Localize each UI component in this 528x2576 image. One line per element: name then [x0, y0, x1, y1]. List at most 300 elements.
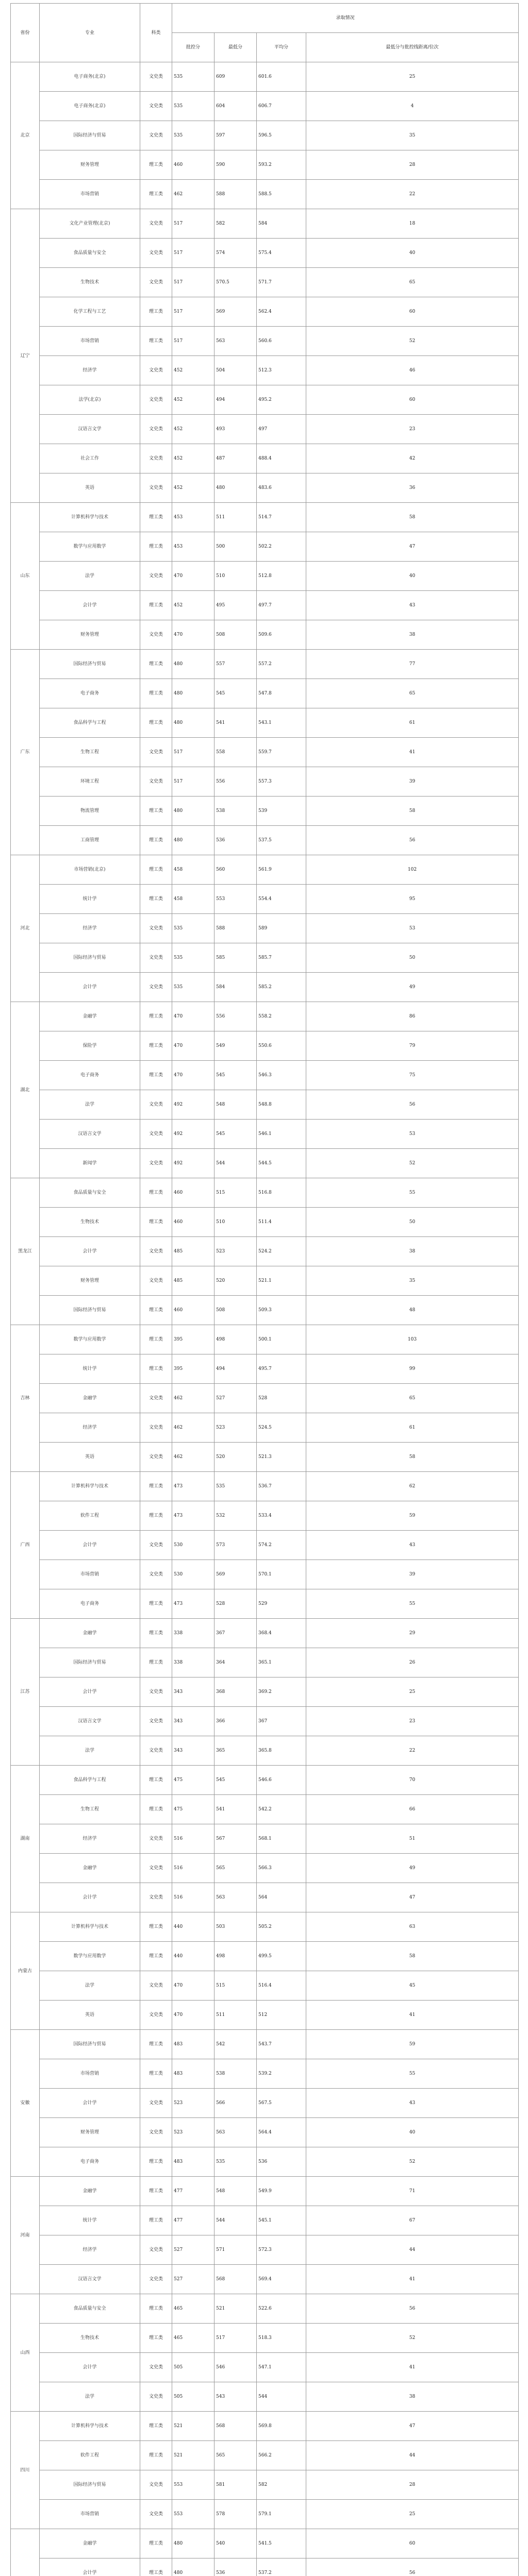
control-line-cell: 477	[172, 2177, 214, 2206]
min-score-cell: 609	[214, 62, 257, 92]
table-row	[11, 2412, 519, 2441]
category-cell: 文史类	[140, 1120, 172, 1149]
category-cell: 文史类	[140, 2382, 172, 2412]
category-cell: 理工类	[140, 1296, 172, 1325]
table-row	[11, 1677, 519, 1707]
min-score-cell: 553	[214, 885, 257, 914]
min-score-cell: 521	[214, 2294, 257, 2324]
avg-score-cell: 606.7	[257, 92, 306, 121]
category-cell: 理工类	[140, 1912, 172, 1942]
rank-cell: 40	[306, 2118, 519, 2147]
min-score-cell: 543	[214, 2382, 257, 2412]
major-cell: 市场营销	[40, 327, 140, 356]
major-cell: 文化产业管理(北京)	[40, 209, 140, 239]
category-cell: 理工类	[140, 180, 172, 209]
control-line-cell: 475	[172, 1766, 214, 1795]
table-row	[11, 1325, 519, 1354]
table-row	[11, 1619, 519, 1648]
avg-score-cell: 568.1	[257, 1824, 306, 1854]
table-row	[11, 1883, 519, 1912]
control-line-cell: 460	[172, 1208, 214, 1237]
control-line-cell: 462	[172, 1413, 214, 1443]
rank-cell: 35	[306, 121, 519, 150]
control-line-cell: 521	[172, 2441, 214, 2470]
avg-score-cell: 529	[257, 1589, 306, 1619]
table-row	[11, 1707, 519, 1736]
min-score-cell: 574	[214, 239, 257, 268]
min-score-cell: 515	[214, 1178, 257, 1208]
control-line-cell: 535	[172, 62, 214, 92]
major-cell: 国际经济与贸易	[40, 2030, 140, 2059]
category-cell: 文史类	[140, 1443, 172, 1472]
major-cell: 会计学	[40, 1883, 140, 1912]
table-row	[11, 1178, 519, 1208]
category-cell: 理工类	[140, 708, 172, 738]
major-cell: 数学与应用数学	[40, 532, 140, 562]
table-row	[11, 2206, 519, 2235]
min-score-cell: 536	[214, 826, 257, 855]
table-row	[11, 2441, 519, 2470]
major-cell: 金融学	[40, 1854, 140, 1883]
major-cell: 英语	[40, 1443, 140, 1472]
avg-score-cell: 547.1	[257, 2353, 306, 2382]
avg-score-cell: 495.7	[257, 1354, 306, 1384]
category-cell: 文史类	[140, 1971, 172, 2001]
header-min-score: 最低分	[214, 33, 257, 62]
province-cell: 河南	[11, 2177, 40, 2294]
rank-cell: 47	[306, 532, 519, 562]
min-score-cell: 558	[214, 738, 257, 767]
min-score-cell: 604	[214, 92, 257, 121]
table-row	[11, 62, 519, 92]
avg-score-cell: 543.7	[257, 2030, 306, 2059]
table-row	[11, 1795, 519, 1824]
control-line-cell: 462	[172, 1384, 214, 1413]
category-cell: 理工类	[140, 1619, 172, 1648]
rank-cell: 63	[306, 1912, 519, 1942]
min-score-cell: 487	[214, 444, 257, 473]
major-cell: 生物工程	[40, 738, 140, 767]
major-cell: 数学与应用数学	[40, 1942, 140, 1971]
avg-score-cell: 502.2	[257, 532, 306, 562]
min-score-cell: 548	[214, 1090, 257, 1120]
rank-cell: 65	[306, 1384, 519, 1413]
min-score-cell: 568	[214, 2265, 257, 2294]
avg-score-cell: 545.1	[257, 2206, 306, 2235]
rank-cell: 103	[306, 1325, 519, 1354]
min-score-cell: 545	[214, 1061, 257, 1090]
avg-score-cell: 557.2	[257, 650, 306, 679]
table-row	[11, 327, 519, 356]
major-cell: 国际经济与贸易	[40, 943, 140, 973]
min-score-cell: 540	[214, 2529, 257, 2558]
rank-cell: 43	[306, 2089, 519, 2118]
rank-cell: 58	[306, 1942, 519, 1971]
category-cell: 文史类	[140, 2500, 172, 2529]
category-cell: 文史类	[140, 562, 172, 591]
rank-cell: 56	[306, 2558, 519, 2576]
rank-cell: 38	[306, 620, 519, 650]
category-cell: 文史类	[140, 209, 172, 239]
province-cell: 江苏	[11, 1619, 40, 1766]
avg-score-cell: 539	[257, 796, 306, 826]
control-line-cell: 343	[172, 1707, 214, 1736]
rank-cell: 4	[306, 92, 519, 121]
category-cell: 文史类	[140, 1824, 172, 1854]
control-line-cell: 505	[172, 2353, 214, 2382]
control-line-cell: 483	[172, 2030, 214, 2059]
category-cell: 文史类	[140, 239, 172, 268]
min-score-cell: 510	[214, 562, 257, 591]
category-cell: 文史类	[140, 415, 172, 444]
table-row	[11, 209, 519, 239]
min-score-cell: 582	[214, 209, 257, 239]
control-line-cell: 516	[172, 1854, 214, 1883]
province-cell: 内蒙古	[11, 1912, 40, 2030]
rank-cell: 65	[306, 268, 519, 297]
header-major: 专业	[40, 4, 140, 62]
category-cell: 理工类	[140, 679, 172, 708]
header-avg-score: 平均分	[257, 33, 306, 62]
major-cell: 国际经济与贸易	[40, 2470, 140, 2500]
category-cell: 文史类	[140, 1736, 172, 1766]
control-line-cell: 470	[172, 1031, 214, 1061]
min-score-cell: 520	[214, 1266, 257, 1296]
avg-score-cell: 546.3	[257, 1061, 306, 1090]
major-cell: 计算机科学与技术	[40, 1912, 140, 1942]
control-line-cell: 517	[172, 327, 214, 356]
avg-score-cell: 516.4	[257, 1971, 306, 2001]
category-cell: 理工类	[140, 2441, 172, 2470]
major-cell: 经济学	[40, 914, 140, 943]
table-row	[11, 562, 519, 591]
min-score-cell: 494	[214, 1354, 257, 1384]
major-cell: 市场营销(北京)	[40, 855, 140, 885]
major-cell: 国际经济与贸易	[40, 650, 140, 679]
table-row	[11, 2089, 519, 2118]
table-row	[11, 855, 519, 885]
category-cell: 文史类	[140, 1266, 172, 1296]
avg-score-cell: 548.8	[257, 1090, 306, 1120]
control-line-cell: 517	[172, 297, 214, 327]
min-score-cell: 597	[214, 121, 257, 150]
table-row	[11, 239, 519, 268]
province-cell: 河北	[11, 855, 40, 1002]
header-province: 省份	[11, 4, 40, 62]
table-row	[11, 1120, 519, 1149]
category-cell: 文史类	[140, 121, 172, 150]
rank-cell: 26	[306, 1648, 519, 1677]
table-row	[11, 2177, 519, 2206]
control-line-cell: 517	[172, 767, 214, 796]
avg-score-cell: 509.6	[257, 620, 306, 650]
category-cell: 理工类	[140, 650, 172, 679]
category-cell: 文史类	[140, 1413, 172, 1443]
table-row	[11, 796, 519, 826]
control-line-cell: 473	[172, 1501, 214, 1531]
avg-score-cell: 509.3	[257, 1296, 306, 1325]
table-row	[11, 2382, 519, 2412]
major-cell: 生物技术	[40, 1208, 140, 1237]
category-cell: 理工类	[140, 1208, 172, 1237]
table-row	[11, 1266, 519, 1296]
min-score-cell: 498	[214, 1325, 257, 1354]
table-row	[11, 1531, 519, 1560]
major-cell: 生物技术	[40, 268, 140, 297]
major-cell: 统计学	[40, 1354, 140, 1384]
control-line-cell: 480	[172, 679, 214, 708]
avg-score-cell: 574.2	[257, 1531, 306, 1560]
control-line-cell: 480	[172, 2558, 214, 2576]
category-cell: 理工类	[140, 2412, 172, 2441]
major-cell: 软件工程	[40, 2441, 140, 2470]
major-cell: 财务管理	[40, 1266, 140, 1296]
rank-cell: 58	[306, 796, 519, 826]
table-row	[11, 1501, 519, 1531]
table-row	[11, 92, 519, 121]
min-score-cell: 510	[214, 1208, 257, 1237]
avg-score-cell: 557.3	[257, 767, 306, 796]
rank-cell: 25	[306, 62, 519, 92]
avg-score-cell: 562.4	[257, 297, 306, 327]
control-line-cell: 462	[172, 180, 214, 209]
avg-score-cell: 539.2	[257, 2059, 306, 2089]
province-cell: 湖南	[11, 1766, 40, 1912]
major-cell: 统计学	[40, 885, 140, 914]
major-cell: 化学工程与工艺	[40, 297, 140, 327]
min-score-cell: 585	[214, 943, 257, 973]
category-cell: 理工类	[140, 1061, 172, 1090]
min-score-cell: 480	[214, 473, 257, 503]
major-cell: 经济学	[40, 1824, 140, 1854]
major-cell: 经济学	[40, 1413, 140, 1443]
min-score-cell: 565	[214, 1854, 257, 1883]
min-score-cell: 517	[214, 2324, 257, 2353]
category-cell: 文史类	[140, 1560, 172, 1589]
min-score-cell: 545	[214, 679, 257, 708]
rank-cell: 23	[306, 1707, 519, 1736]
avg-score-cell: 560.6	[257, 327, 306, 356]
table-row	[11, 121, 519, 150]
rank-cell: 51	[306, 1824, 519, 1854]
table-row	[11, 1149, 519, 1178]
avg-score-cell: 514.7	[257, 503, 306, 532]
category-cell: 文史类	[140, 1531, 172, 1560]
category-cell: 理工类	[140, 2529, 172, 2558]
category-cell: 文史类	[140, 268, 172, 297]
category-cell: 理工类	[140, 826, 172, 855]
avg-score-cell: 524.2	[257, 1237, 306, 1266]
province-cell: 广东	[11, 650, 40, 855]
avg-score-cell: 564.4	[257, 2118, 306, 2147]
avg-score-cell: 483.6	[257, 473, 306, 503]
control-line-cell: 517	[172, 738, 214, 767]
control-line-cell: 535	[172, 121, 214, 150]
rank-cell: 99	[306, 1354, 519, 1384]
control-line-cell: 523	[172, 2089, 214, 2118]
rank-cell: 86	[306, 1002, 519, 1031]
control-line-cell: 527	[172, 2265, 214, 2294]
table-row	[11, 2353, 519, 2382]
rank-cell: 41	[306, 738, 519, 767]
category-cell: 文史类	[140, 2089, 172, 2118]
category-cell: 文史类	[140, 473, 172, 503]
min-score-cell: 566	[214, 2089, 257, 2118]
control-line-cell: 527	[172, 2235, 214, 2265]
avg-score-cell: 550.6	[257, 1031, 306, 1061]
table-row	[11, 1971, 519, 2001]
control-line-cell: 453	[172, 532, 214, 562]
avg-score-cell: 521.1	[257, 1266, 306, 1296]
rank-cell: 40	[306, 239, 519, 268]
rank-cell: 60	[306, 385, 519, 415]
major-cell: 财务管理	[40, 150, 140, 180]
major-cell: 市场营销	[40, 1560, 140, 1589]
rank-cell: 49	[306, 973, 519, 1002]
major-cell: 会计学	[40, 2089, 140, 2118]
control-line-cell: 470	[172, 1061, 214, 1090]
avg-score-cell: 537.2	[257, 2558, 306, 2576]
control-line-cell: 523	[172, 2118, 214, 2147]
rank-cell: 18	[306, 209, 519, 239]
avg-score-cell: 536.7	[257, 1472, 306, 1501]
major-cell: 会计学	[40, 973, 140, 1002]
category-cell: 理工类	[140, 1795, 172, 1824]
major-cell: 市场营销	[40, 180, 140, 209]
header-rank: 最低分与批控线距离/位次	[306, 33, 519, 62]
control-line-cell: 517	[172, 268, 214, 297]
category-cell: 理工类	[140, 1002, 172, 1031]
control-line-cell: 338	[172, 1619, 214, 1648]
avg-score-cell: 522.6	[257, 2294, 306, 2324]
avg-score-cell: 558.2	[257, 1002, 306, 1031]
rank-cell: 41	[306, 2265, 519, 2294]
admission-score-table-container	[10, 3, 518, 2576]
rank-cell: 52	[306, 1149, 519, 1178]
category-cell: 理工类	[140, 1589, 172, 1619]
control-line-cell: 492	[172, 1090, 214, 1120]
control-line-cell: 452	[172, 356, 214, 385]
min-score-cell: 545	[214, 1766, 257, 1795]
control-line-cell: 452	[172, 415, 214, 444]
major-cell: 新闻学	[40, 1149, 140, 1178]
min-score-cell: 498	[214, 1942, 257, 1971]
province-cell: 黑龙江	[11, 1178, 40, 1325]
rank-cell: 71	[306, 2177, 519, 2206]
avg-score-cell: 497.7	[257, 591, 306, 620]
major-cell: 软件工程	[40, 1501, 140, 1531]
control-line-cell: 462	[172, 1443, 214, 1472]
rank-cell: 67	[306, 2206, 519, 2235]
table-row	[11, 1854, 519, 1883]
min-score-cell: 523	[214, 1237, 257, 1266]
min-score-cell: 508	[214, 620, 257, 650]
min-score-cell: 556	[214, 767, 257, 796]
rank-cell: 28	[306, 150, 519, 180]
rank-cell: 55	[306, 2059, 519, 2089]
major-cell: 法学	[40, 1736, 140, 1766]
major-cell: 社会工作	[40, 444, 140, 473]
min-score-cell: 508	[214, 1296, 257, 1325]
category-cell: 文史类	[140, 943, 172, 973]
min-score-cell: 523	[214, 1413, 257, 1443]
category-cell: 理工类	[140, 1472, 172, 1501]
rank-cell: 58	[306, 503, 519, 532]
major-cell: 汉语言文学	[40, 1120, 140, 1149]
category-cell: 理工类	[140, 1325, 172, 1354]
major-cell: 统计学	[40, 2206, 140, 2235]
rank-cell: 22	[306, 1736, 519, 1766]
category-cell: 文史类	[140, 1854, 172, 1883]
province-cell: 广西	[11, 1472, 40, 1619]
major-cell: 计算机科学与技术	[40, 503, 140, 532]
major-cell: 国际经济与贸易	[40, 121, 140, 150]
rank-cell: 50	[306, 1208, 519, 1237]
min-score-cell: 563	[214, 2118, 257, 2147]
avg-score-cell: 566.2	[257, 2441, 306, 2470]
table-row	[11, 679, 519, 708]
rank-cell: 38	[306, 2382, 519, 2412]
control-line-cell: 521	[172, 2412, 214, 2441]
province-cell	[11, 2529, 40, 2576]
rank-cell: 59	[306, 2030, 519, 2059]
min-score-cell: 571	[214, 2235, 257, 2265]
category-cell: 文史类	[140, 1149, 172, 1178]
category-cell: 理工类	[140, 885, 172, 914]
category-cell: 理工类	[140, 327, 172, 356]
min-score-cell: 367	[214, 1619, 257, 1648]
avg-score-cell: 512.3	[257, 356, 306, 385]
major-cell: 汉语言文学	[40, 2265, 140, 2294]
major-cell: 金融学	[40, 2529, 140, 2558]
avg-score-cell: 566.3	[257, 1854, 306, 1883]
control-line-cell: 475	[172, 1795, 214, 1824]
major-cell: 会计学	[40, 1677, 140, 1707]
province-cell: 安徽	[11, 2030, 40, 2177]
table-row	[11, 1354, 519, 1384]
min-score-cell: 565	[214, 2441, 257, 2470]
avg-score-cell: 584	[257, 209, 306, 239]
control-line-cell: 517	[172, 239, 214, 268]
avg-score-cell: 567.5	[257, 2089, 306, 2118]
major-cell: 会计学	[40, 2558, 140, 2576]
min-score-cell: 528	[214, 1589, 257, 1619]
table-row	[11, 2059, 519, 2089]
table-row	[11, 1589, 519, 1619]
avg-score-cell: 536	[257, 2147, 306, 2177]
table-row	[11, 708, 519, 738]
rank-cell: 56	[306, 1090, 519, 1120]
min-score-cell: 493	[214, 415, 257, 444]
min-score-cell: 538	[214, 796, 257, 826]
min-score-cell: 541	[214, 708, 257, 738]
min-score-cell: 568	[214, 2412, 257, 2441]
control-line-cell: 460	[172, 1296, 214, 1325]
min-score-cell: 549	[214, 1031, 257, 1061]
table-row	[11, 1061, 519, 1090]
table-row	[11, 973, 519, 1002]
control-line-cell: 553	[172, 2500, 214, 2529]
table-row	[11, 1090, 519, 1120]
control-line-cell: 530	[172, 1560, 214, 1589]
rank-cell: 44	[306, 2235, 519, 2265]
avg-score-cell: 544.5	[257, 1149, 306, 1178]
min-score-cell: 584	[214, 973, 257, 1002]
control-line-cell: 460	[172, 150, 214, 180]
category-cell: 理工类	[140, 532, 172, 562]
rank-cell: 77	[306, 650, 519, 679]
table-row	[11, 180, 519, 209]
